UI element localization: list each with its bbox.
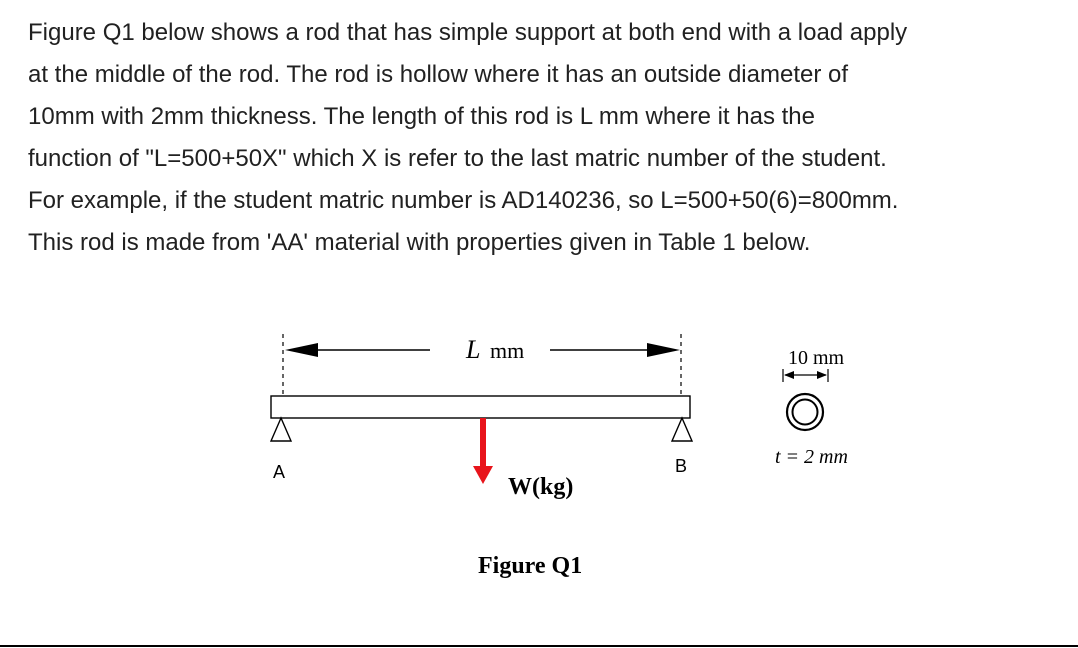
hollow-section-inner	[793, 400, 818, 425]
support-b-icon	[672, 418, 692, 441]
thickness-label: t = 2 mm	[775, 446, 848, 468]
arrowhead-left-icon	[285, 343, 318, 357]
length-unit: mm	[490, 338, 525, 363]
load-arrow-shaft	[480, 418, 486, 467]
figure-caption: Figure Q1	[478, 553, 583, 579]
diameter-label: 10 mm	[788, 347, 845, 369]
support-b-label: B	[675, 456, 688, 476]
rod-beam	[271, 396, 690, 418]
paragraph-line-1: Figure Q1 below shows a rod that has simple support at both end with a load apply	[28, 19, 908, 46]
paragraph-line-2: at the middle of the rod. The rod is hollow where it has an outside diameter of	[28, 61, 849, 88]
load-arrow-head-icon	[473, 466, 493, 484]
diameter-arrow-right-icon	[817, 371, 827, 379]
support-a-icon	[271, 418, 291, 441]
diameter-arrow-left-icon	[784, 371, 794, 379]
arrowhead-right-icon	[647, 343, 680, 357]
bottom-divider	[0, 645, 1078, 647]
support-a-label: A	[273, 462, 286, 482]
paragraph-line-6: This rod is made from 'AA' material with properties given in Table 1 below.	[28, 229, 811, 256]
paragraph-line-5: For example, if the student matric number is AD140236, so L=500+50(6)=800mm.	[28, 187, 899, 214]
paragraph-line-3: 10mm with 2mm thickness. The length of this rod is L mm where it has the	[28, 103, 815, 130]
length-symbol: L	[466, 335, 481, 364]
load-label: W(kg)	[508, 474, 574, 500]
paragraph-line-4: function of "L=500+50X" which X is refer to the last matric number of the student.	[28, 145, 887, 172]
